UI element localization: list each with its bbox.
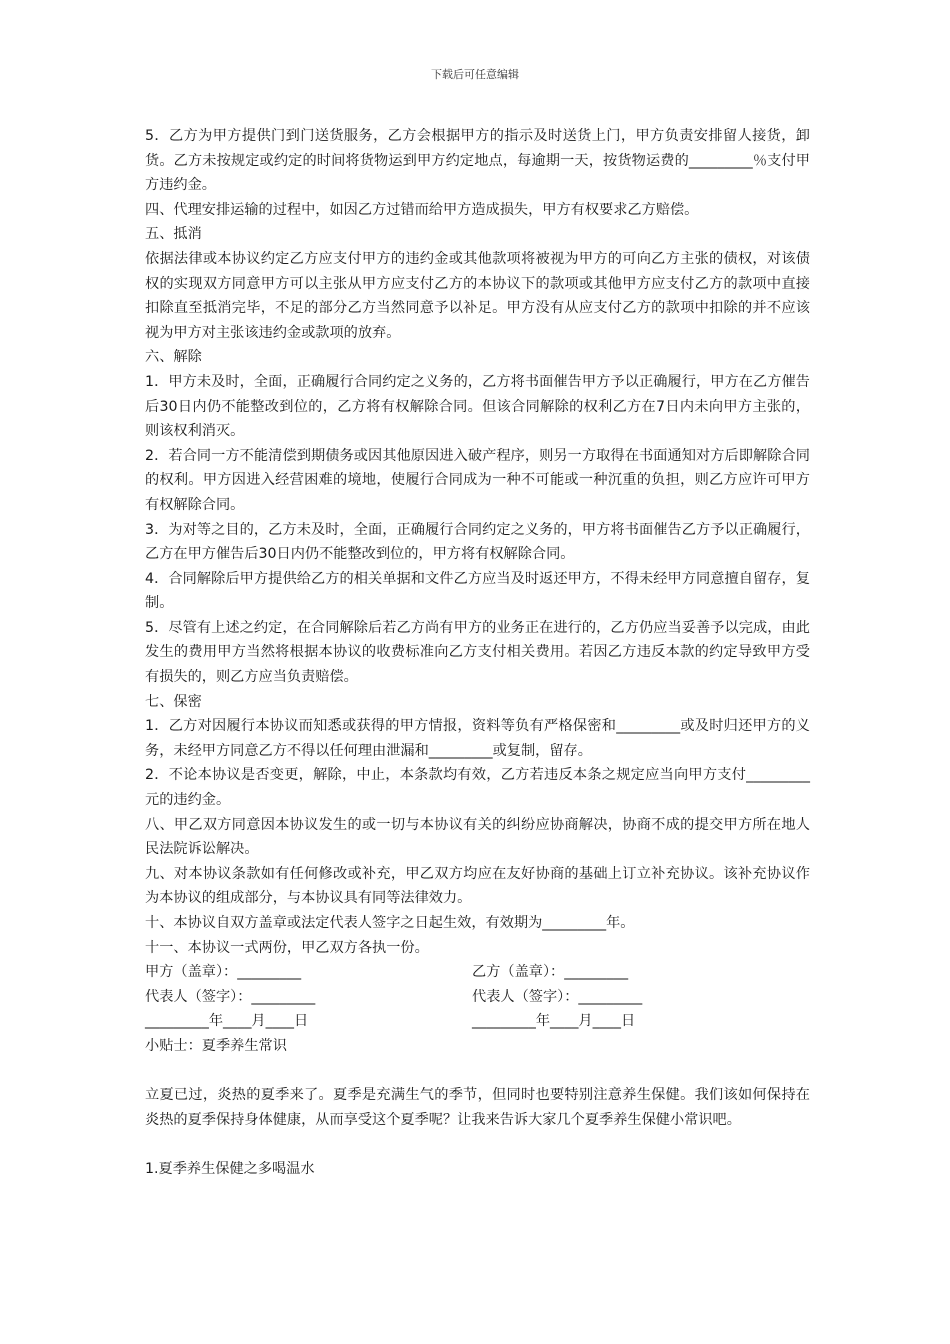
page-header: 下载后可任意编辑 bbox=[431, 68, 519, 81]
paragraph: 4．合同解除后甲方提供给乙方的相关单据和文件乙方应当及时返还甲方，不得未经甲方同意擅自留存，复制。 bbox=[145, 570, 810, 612]
paragraph: 2．若合同一方不能清偿到期债务或因其他原因进入破产程序，则另一方取得在书面通知对方后即解除合同的权利。甲方因进入经营困难的境地，使履行合同成为一种不可能或一种沉重的负担，则乙方应许可甲方有权解除合同。 bbox=[145, 447, 810, 513]
blank-line bbox=[145, 1059, 810, 1084]
tip-body: 立夏已过，炎热的夏季来了。夏季是充满生气的季节，但同时也要特别注意养生保健。我们该如何保持在炎热的夏季保持身体健康，从而享受这个夏季呢？让我来告诉大家几个夏季养生保健小常识吧。 bbox=[145, 1087, 810, 1128]
paragraph: 5．乙方为甲方提供门到门送货服务，乙方会根据甲方的指示及时送货上门，甲方负责安排留人接货，卸货。乙方未按规定或约定的时间将货物运到甲方约定地点，每逾期一天，按货物运费的_________％支付甲方违约金。 bbox=[145, 128, 810, 194]
section-heading: 五、抵消 bbox=[145, 226, 202, 243]
paragraph: 2．不论本协议是否变更，解除，中止，本条款均有效，乙方若违反本条之规定应当向甲方支付_________元的违约金。 bbox=[145, 767, 810, 809]
paragraph: 九、对本协议条款如有任何修改或补充，甲乙双方均应在友好协商的基础上订立补充协议。该补充协议作为本协议的组成部分，与本协议具有同等法律效力。 bbox=[145, 865, 810, 907]
paragraph: 1．甲方未及时，全面，正确履行合同约定之义务的，乙方将书面催告甲方予以正确履行，甲方在乙方催告后30日内仍不能整改到位的，乙方将有权解除合同。但该合同解除的权利乙方在7日内未向甲方主张的，则该权利消灭。 bbox=[145, 373, 810, 440]
party-b-representative: 代表人（签字）：_________ bbox=[472, 988, 643, 1005]
paragraph: 十、本协议自双方盖章或法定代表人签字之日起生效，有效期为_________年。 bbox=[145, 915, 635, 931]
party-b-seal: 乙方（盖章）：_________ bbox=[472, 964, 629, 981]
paragraph: 依据法律或本协议约定乙方应支付甲方的违约金或其他款项将被视为甲方的可向乙方主张的债权，对该债权的实现双方同意甲方可以主张从甲方应支付乙方的本协议下的款项或其他甲方应支付乙方的款项中直接扣除直至抵消完毕，不足的部分乙方当然同意予以补足。甲方没有从应支付乙方的款项中扣除的并不应该视为甲方对主张该违约金或款项的放弃。 bbox=[145, 250, 810, 341]
signature-row-date bbox=[145, 1009, 810, 1034]
section-heading: 七、保密 bbox=[145, 693, 202, 710]
blank-line bbox=[145, 1132, 810, 1157]
paragraph: 十一、本协议一式两份，甲乙双方各执一份。 bbox=[145, 939, 429, 956]
paragraph: 八、甲乙双方同意因本协议发生的或一切与本协议有关的纠纷应协商解决，协商不成的提交甲方所在地人民法院诉讼解决。 bbox=[145, 816, 810, 858]
document-body bbox=[145, 124, 810, 1182]
signature-row-representative bbox=[145, 985, 810, 1010]
tip-item: 1.夏季养生保健之多喝温水 bbox=[145, 1160, 315, 1177]
paragraph: 1．乙方对因履行本协议而知悉或获得的甲方情报，资料等负有严格保密和_________或及时归还甲方的义务，未经甲方同意乙方不得以任何理由泄漏和_________或复制，留存。 bbox=[145, 718, 810, 759]
party-a-seal: 甲方（盖章）：_________ bbox=[145, 964, 302, 981]
section-heading: 六、解除 bbox=[145, 349, 202, 366]
paragraph: 3．为对等之目的，乙方未及时，全面，正确履行合同约定之义务的，甲方将书面催告乙方予以正确履行，乙方在甲方催告后30日内仍不能整改到位的，甲方将有权解除合同。 bbox=[145, 521, 810, 563]
signature-row-seal bbox=[145, 960, 810, 985]
paragraph: 5．尽管有上述之约定，在合同解除后若乙方尚有甲方的业务正在进行的，乙方仍应当妥善予以完成，由此发生的费用甲方当然将根据本协议的收费标准向乙方支付相关费用。若因乙方违反本款的约定导致甲方受有损失的，则乙方应当负责赔偿。 bbox=[145, 619, 810, 686]
party-a-representative: 代表人（签字）：_________ bbox=[145, 988, 316, 1005]
tip-title: 小贴士：夏季养生常识 bbox=[145, 1037, 287, 1054]
party-b-date: _________年____月____日 bbox=[472, 1013, 636, 1030]
paragraph: 四、代理安排运输的过程中，如因乙方过错而给甲方造成损失，甲方有权要求乙方赔偿。 bbox=[145, 201, 699, 218]
party-a-date: _________年____月____日 bbox=[145, 1013, 309, 1030]
